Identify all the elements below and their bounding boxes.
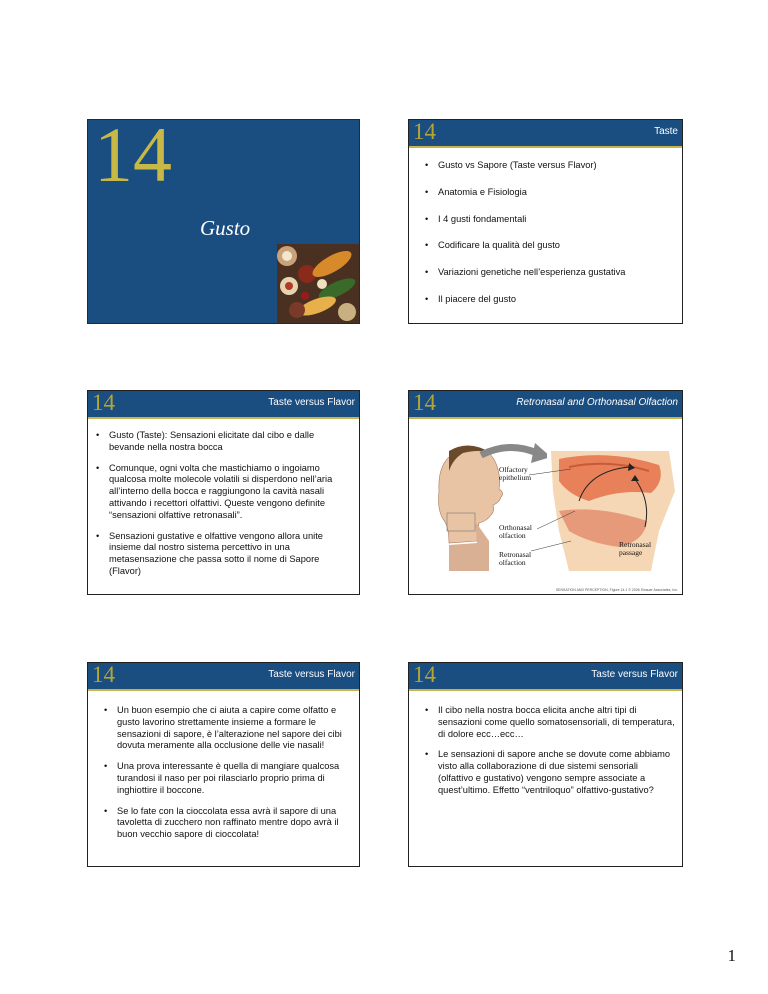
bullet-item: • Un buon esempio che ci aiuta a capire come olfatto e gusto lavorino strettamente insieme a formare le sensazioni di sapore, è l’alterazione nel sapore dei cibi dovuta meramente alla occlusione delle vie nasali!: [104, 705, 354, 752]
slide-title-text: Retronasal and Orthonasal Olfaction: [516, 397, 678, 408]
bullet-item: • Se lo fate con la cioccolata essa avrà il sapore di una tavoletta di zucchero non raffinato mentre dopo avrà il buon vecchio sapore di cioccolata!: [104, 806, 354, 841]
slide-number: 14: [92, 390, 115, 415]
bullet-item: • Sensazioni gustative e olfattive vengono allora unite insieme dal nostro sistema percettivo in una metasensazione che passa sotto il nome di Sapore (Flavor): [96, 531, 352, 578]
bullet-list: [96, 430, 352, 587]
bullet-item: • I 4 gusti fondamentali: [425, 214, 675, 226]
slide-taste-flavor-2: [87, 662, 360, 867]
bullet-item: • Codificare la qualità del gusto: [425, 240, 675, 252]
figure-caption: SENSATION AND PERCEPTION, Figure 14.1 © 2006 Sinauer Associates, Inc.: [555, 588, 678, 592]
bullet-list: [425, 705, 675, 806]
slide-title-text: Taste versus Flavor: [268, 669, 355, 680]
slide-number: 14: [413, 119, 436, 144]
slide-olfaction: [408, 390, 683, 595]
bullet-item: • Comunque, ogni volta che mastichiamo o ingoiamo qualcosa molte molecole volatili si disperdono nell’aria all’interno della bocca e raggiungono la cavità nasali attivando i recettori olfattivi. Queste vengono definite “sensazioni olfattive retronasali”.: [96, 463, 352, 522]
bullet-item: • Le sensazioni di sapore anche se dovute come abbiamo visto alla collaborazione di due sistemi sensoriali (olfattivo e gustativo) vengono sempre associate a quest’ultimo. Effetto “ventriloquo” olfattivo-gustativo?: [425, 749, 675, 796]
bullet-item: • Il piacere del gusto: [425, 294, 675, 306]
bullet-list: [425, 160, 675, 321]
slide-number: 14: [413, 662, 436, 687]
bullet-item: • Il cibo nella nostra bocca elicita anche altri tipi di sensazioni come quello somatosensoriali, di temperatura, di dolore ecc…ecc…: [425, 705, 675, 740]
slide-title-text: Taste versus Flavor: [268, 397, 355, 408]
label-retronasal-passage: Retronasal passage: [619, 540, 652, 557]
slide-outline: [408, 119, 683, 324]
slide-number: 14: [94, 119, 172, 198]
label-olfactory-epithelium: Olfactory epithelium: [499, 465, 532, 482]
bullet-list: [104, 705, 354, 850]
page-number: 1: [727, 946, 736, 965]
bullet-item: • Variazioni genetiche nell’esperienza gustativa: [425, 267, 675, 279]
olfaction-diagram: [419, 431, 681, 581]
label-orthonasal: Orthonasal olfaction: [499, 523, 532, 540]
slide-number: 14: [92, 662, 115, 687]
slide-title: [87, 119, 360, 324]
food-image: [277, 244, 359, 324]
slide-number: 14: [413, 390, 436, 415]
slide-title-text: Taste: [654, 126, 678, 137]
slide-header: [409, 120, 682, 148]
bullet-item: • Gusto vs Sapore (Taste versus Flavor): [425, 160, 675, 172]
slide-title-text: Gusto: [200, 216, 251, 240]
bullet-item: • Gusto (Taste): Sensazioni elicitate dal cibo e dalle bevande nella nostra bocca: [96, 430, 352, 454]
slide-taste-flavor-1: [87, 390, 360, 595]
bullet-item: • Anatomia e Fisiologia: [425, 187, 675, 199]
label-retronasal: Retronasal olfaction: [499, 550, 532, 567]
slide-title-text: Taste versus Flavor: [591, 669, 678, 680]
slide-taste-flavor-3: [408, 662, 683, 867]
bullet-item: • Una prova interessante è quella di mangiare qualcosa turandosi il naso per poi rilasciarlo proprio prima di inghiottire il boccone.: [104, 761, 354, 796]
